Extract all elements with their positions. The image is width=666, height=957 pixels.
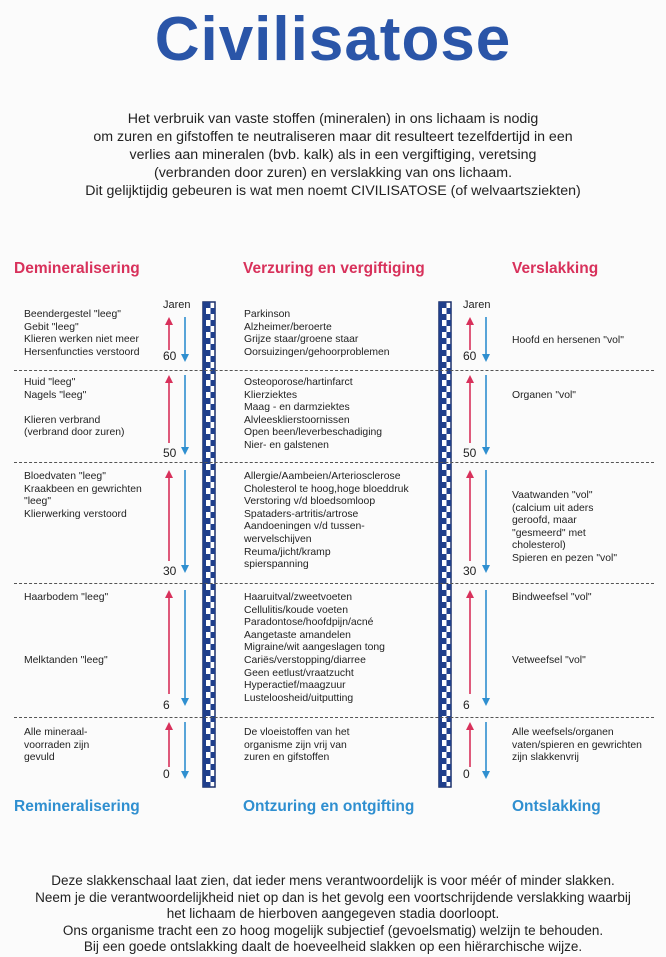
ruler-check [447, 488, 452, 494]
ruler-check [442, 626, 447, 632]
age-30-left: 30 [163, 564, 177, 578]
ruler-check [447, 416, 452, 422]
ruler-check [447, 692, 452, 698]
row-text: De vloeistoffen van het [244, 727, 350, 738]
row-separator [14, 717, 654, 718]
row-text: vaten/spieren en gewrichten [512, 739, 642, 751]
ruler-check [442, 434, 447, 440]
ruler-check [447, 560, 452, 566]
header-verzuring: Verzuring en vergiftiging [243, 260, 425, 277]
ruler-check [211, 704, 216, 710]
ruler-check [442, 410, 447, 416]
intro-line: (verbranden door zuren) en verslakking van ons lichaam. [153, 165, 513, 181]
ruler-check [211, 548, 216, 554]
arrow-head [181, 354, 189, 362]
row-text: Cholesterol te hoog,hoge bloeddruk [244, 483, 409, 495]
ruler-check [447, 752, 452, 758]
ruler-check [211, 764, 216, 770]
ruler-check [447, 740, 452, 746]
age-60-left: 60 [163, 349, 177, 363]
ruler-check [442, 518, 447, 524]
ruler-check [206, 422, 211, 428]
ruler-check [206, 542, 211, 548]
ruler-check [211, 644, 216, 650]
ruler-check [206, 434, 211, 440]
ruler-check [206, 566, 211, 572]
ruler-check [211, 368, 216, 374]
ruler-check [211, 620, 216, 626]
ruler-check [442, 722, 447, 728]
ruler-check [447, 440, 452, 446]
row2-right [512, 390, 576, 403]
row5-middle [244, 727, 350, 765]
ruler-check [211, 680, 216, 686]
ruler-check [206, 518, 211, 524]
row-text: Klieren verbrand [24, 414, 101, 426]
ruler-check [447, 368, 452, 374]
arrow-head [482, 354, 490, 362]
row-separator [14, 462, 654, 463]
row4-left [24, 592, 108, 668]
ruler-check [447, 548, 452, 554]
row-separator [14, 583, 654, 584]
row-text: Huid "leeg" [24, 377, 76, 388]
ruler-check [206, 302, 211, 308]
row2-middle [244, 377, 382, 453]
ruler-check [206, 506, 211, 512]
ruler-check [206, 470, 211, 476]
row-text: Hersenfuncties verstoord [24, 346, 140, 358]
arrow-head [165, 317, 173, 325]
ruler-check [206, 494, 211, 500]
ruler-check [211, 560, 216, 566]
row-text: wervelschijven [244, 533, 312, 545]
age-60-right: 60 [463, 349, 477, 363]
ruler-check [211, 512, 216, 518]
row2-left [24, 377, 125, 440]
row-separator [14, 370, 654, 371]
ruler-check [447, 380, 452, 386]
outro-line: het lichaam de hierboven aangegeven stadia doorloopt. [166, 906, 500, 922]
header-demineralisering: Demineralisering [14, 260, 140, 277]
arrow-head [466, 590, 474, 598]
ruler-check [447, 404, 452, 410]
ruler-check [442, 314, 447, 320]
ruler-check [442, 770, 447, 776]
row-text: Aangetaste amandelen [244, 629, 351, 641]
row-text: Paradontose/hoofdpijn/acné [244, 617, 374, 629]
ruler-check [442, 326, 447, 332]
ruler-check [211, 584, 216, 590]
ruler-check [211, 632, 216, 638]
ruler-check [447, 536, 452, 542]
ruler-check [206, 710, 211, 716]
ruler-check [206, 530, 211, 536]
ruler-check [206, 446, 211, 452]
row-text: (verbrand door zuren) [24, 427, 125, 439]
outro-text [0, 873, 666, 956]
ruler-check [206, 722, 211, 728]
row-text: gevuld [24, 752, 55, 764]
row-text [24, 617, 108, 630]
ruler-check [442, 506, 447, 512]
ruler-check [447, 332, 452, 338]
ruler-check [447, 308, 452, 314]
ruler-check [442, 458, 447, 464]
ruler-check [206, 374, 211, 380]
ruler-check [206, 758, 211, 764]
ruler-check [211, 428, 216, 434]
row-text: cholesterol) [512, 540, 566, 552]
row-text: Vetweefsel "vol" [512, 654, 586, 666]
row-text: Klierziektes [244, 389, 298, 401]
row-text: Alvleesklierstoornissen [244, 414, 350, 426]
row-text [24, 630, 108, 643]
ruler-check [442, 698, 447, 704]
ruler-check [447, 572, 452, 578]
row-text: Cariës/verstopping/diarree [244, 654, 366, 666]
row-text: Osteoporose/hartinfarct [244, 377, 353, 388]
row-text: Grijze staar/groene staar [244, 334, 359, 346]
row5-right [512, 727, 642, 765]
page-title: Civilisatose [154, 5, 512, 74]
ruler-check [211, 728, 216, 734]
ruler-check [442, 386, 447, 392]
row3-right [512, 490, 617, 566]
ruler-check [447, 764, 452, 770]
row-text: Kraakbeen en gewrichten [24, 483, 142, 495]
ruler-check [211, 416, 216, 422]
ruler-check [206, 626, 211, 632]
row-text: spierspanning [244, 559, 309, 571]
ruler-check [442, 398, 447, 404]
ruler-check [211, 740, 216, 746]
arrow-head [181, 565, 189, 573]
ruler-check [211, 524, 216, 530]
ruler-check [447, 356, 452, 362]
ruler-check [447, 428, 452, 434]
ruler-check [447, 500, 452, 506]
arrow-head [466, 317, 474, 325]
ruler-check [211, 464, 216, 470]
ruler-check [442, 638, 447, 644]
ruler-check [206, 338, 211, 344]
ruler-check [442, 674, 447, 680]
arrow-head [165, 375, 173, 383]
row-text: Gebit "leeg" [24, 321, 79, 333]
arrow-head [165, 590, 173, 598]
row-text: Nagels "leeg" [24, 389, 87, 401]
ruler-check [447, 596, 452, 602]
ruler-check [206, 614, 211, 620]
row-text [24, 642, 108, 655]
ruler-check [206, 410, 211, 416]
ruler-check [206, 734, 211, 740]
row-text: (calcium uit aders [512, 502, 594, 514]
row-text: Maag - en darmziektes [244, 402, 350, 414]
arrow-head [165, 722, 173, 730]
ruler-check [211, 392, 216, 398]
outro-line: Bij een goede ontslakking daalt de hoeveelheid slakken op een hiërarchische wijze. [83, 939, 583, 955]
ruler-check [211, 440, 216, 446]
ruler-check [442, 686, 447, 692]
row-text: Alle weefsels/organen [512, 727, 614, 738]
ruler-check [206, 314, 211, 320]
ruler-check [211, 536, 216, 542]
ruler-check [211, 344, 216, 350]
row-text [24, 402, 125, 415]
ruler-check [447, 524, 452, 530]
row-text: Oorsuizingen/gehoorproblemen [244, 346, 390, 358]
age-6-right: 6 [463, 698, 470, 712]
row-text: Hyperactief/maagzuur [244, 680, 346, 692]
ruler-check [442, 470, 447, 476]
ruler-check [211, 476, 216, 482]
header-verslakking: Verslakking [512, 260, 599, 277]
row-text: Aandoeningen v/d tussen- [244, 521, 365, 533]
ruler-check [211, 668, 216, 674]
ruler-check [211, 380, 216, 386]
outro-line: Neem je die verantwoordelijkheid niet op dan is het gevolg een voortschrijdende verslakking waarbij [35, 889, 631, 905]
row-text: Spieren en pezen "vol" [512, 552, 618, 564]
ruler-check [447, 512, 452, 518]
row1-right [512, 335, 624, 348]
ruler-check [206, 686, 211, 692]
ruler-check [211, 596, 216, 602]
intro-line: Dit gelijktijdig gebeuren is wat men noemt CIVILISATOSE (of welvaartsziekten) [85, 183, 581, 199]
row-text: Klierwerking verstoord [24, 508, 127, 520]
ruler-check [447, 584, 452, 590]
row-text: Cellulitis/koude voeten [244, 604, 348, 616]
arrow-head [482, 698, 490, 706]
ruler-check [211, 608, 216, 614]
ruler-check [206, 398, 211, 404]
ruler-check [447, 704, 452, 710]
intro-line: om zuren en gifstoffen te neutraliseren maar dit resulteert tezelfdertijd in een [93, 129, 573, 145]
ruler-check [442, 566, 447, 572]
row-text: Melktanden "leeg" [24, 654, 108, 666]
ruler-check [206, 662, 211, 668]
age-50-left: 50 [163, 446, 177, 460]
ruler-check [447, 680, 452, 686]
ruler-check [442, 482, 447, 488]
age-0-right: 0 [463, 767, 470, 781]
row4-right [512, 592, 592, 668]
row-text: Vaatwanden "vol" [512, 490, 593, 501]
footer-remineralisering: Remineralisering [14, 798, 140, 815]
ruler-check [211, 656, 216, 662]
ruler-check [442, 650, 447, 656]
arrow-head [181, 698, 189, 706]
ruler-check [442, 602, 447, 608]
ruler-check [206, 554, 211, 560]
ruler-check [206, 326, 211, 332]
row-text: Migraine/wit aangeslagen tong [244, 642, 385, 654]
ruler-check [206, 350, 211, 356]
ruler-check [442, 530, 447, 536]
ruler-check [442, 338, 447, 344]
row-text: Klieren werken niet meer [24, 334, 139, 346]
ruler-check [442, 362, 447, 368]
ruler-check [211, 404, 216, 410]
ruler-check [442, 422, 447, 428]
ruler-check [211, 776, 216, 782]
row-text: zuren en gifstoffen [244, 752, 330, 764]
ruler-check [206, 602, 211, 608]
row-text: Spataders-artritis/artrose [244, 508, 359, 520]
ruler-check [206, 482, 211, 488]
ruler-check [206, 590, 211, 596]
ruler-edge [439, 302, 442, 787]
row-text [512, 617, 592, 630]
ruler-check [211, 332, 216, 338]
ruler-check [442, 734, 447, 740]
arrow-head [482, 447, 490, 455]
row-text: Haarbodem "leeg" [24, 592, 109, 603]
ruler-check [447, 776, 452, 782]
ruler-check [206, 674, 211, 680]
ruler-check [442, 542, 447, 548]
ruler-check [447, 476, 452, 482]
row3-left [24, 471, 142, 521]
ruler-check [447, 668, 452, 674]
ruler-check [211, 500, 216, 506]
row-text: Reuma/jicht/kramp [244, 546, 331, 558]
age-6-left: 6 [163, 698, 170, 712]
row-text: voorraden zijn [24, 739, 90, 751]
row-text: Alzheimer/beroerte [244, 321, 332, 333]
outro-line: Ons organisme tracht een zo hoog mogelijk subjectief (gevoelsmatig) welzijn te behouden. [62, 922, 604, 938]
row-text: Geen eetlust/vraatzucht [244, 667, 354, 679]
ruler-check [211, 356, 216, 362]
row1-middle [244, 309, 390, 359]
intro-line: Het verbruik van vaste stoffen (mineralen) in ons lichaam is nodig [127, 111, 539, 127]
ruler-check [442, 614, 447, 620]
ruler-check [206, 458, 211, 464]
ruler-check [442, 350, 447, 356]
age-0-left: 0 [163, 767, 170, 781]
ruler-check [211, 320, 216, 326]
row-text: Organen "vol" [512, 390, 576, 401]
ruler-check [206, 650, 211, 656]
row-text: Parkinson [244, 309, 291, 320]
ruler-check [211, 488, 216, 494]
ruler-check [442, 554, 447, 560]
row-text: Alle mineraal- [24, 727, 88, 738]
ruler-check [442, 662, 447, 668]
row4-middle [244, 592, 385, 705]
row-text: Haaruitval/zweetvoeten [244, 592, 353, 603]
ruler-check [206, 386, 211, 392]
ruler-check [206, 770, 211, 776]
row-text [512, 630, 592, 643]
row5-left [24, 727, 89, 765]
row-text: organisme zijn vrij van [244, 739, 347, 751]
ruler-check [442, 494, 447, 500]
row-text: Lusteloosheid/uitputting [244, 692, 354, 704]
ruler-check [442, 710, 447, 716]
row-text: Nier- en galstenen [244, 439, 329, 451]
arrow-head [466, 375, 474, 383]
row-text: Beendergestel "leeg" [24, 309, 121, 320]
row-text: Allergie/Aambeien/Arteriosclerose [244, 471, 401, 482]
ruler-check [447, 608, 452, 614]
arrow-head [482, 771, 490, 779]
age-30-right: 30 [463, 564, 477, 578]
ruler-check [211, 692, 216, 698]
ruler-check [447, 452, 452, 458]
arrow-head [466, 722, 474, 730]
age-50-right: 50 [463, 446, 477, 460]
years-label-right: Jaren [463, 299, 491, 311]
ruler-check [447, 656, 452, 662]
ruler-check [447, 344, 452, 350]
ruler-check [447, 464, 452, 470]
ruler-check [442, 446, 447, 452]
ruler-check [442, 374, 447, 380]
arrow-head [181, 771, 189, 779]
ruler-check [447, 632, 452, 638]
row-text: Verstoring v/d bloedsomloop [244, 496, 376, 508]
arrow-head [466, 470, 474, 478]
ruler-check [442, 758, 447, 764]
ruler-check [442, 746, 447, 752]
ruler-check [206, 782, 211, 787]
outro-line: Deze slakkenschaal laat zien, dat ieder mens verantwoordelijk is voor méér of minder slakken. [51, 873, 615, 888]
intro-line: verlies aan mineralen (bvb. kalk) als in een vergiftiging, veretsing [129, 147, 537, 163]
ruler-check [447, 728, 452, 734]
row3-middle [244, 471, 409, 572]
row-text: Bindweefsel "vol" [512, 592, 592, 603]
ruler-check [447, 320, 452, 326]
row-text: zijn slakkenvrij [512, 752, 579, 764]
arrow-head [181, 447, 189, 455]
row-text: Hoofd en hersenen "vol" [512, 335, 624, 346]
ruler-check [211, 452, 216, 458]
ruler-edge [203, 302, 206, 787]
ruler-check [447, 644, 452, 650]
ruler-check [442, 782, 447, 787]
ruler-check [211, 308, 216, 314]
footer-ontzuring: Ontzuring en ontgifting [243, 798, 415, 815]
years-label-left: Jaren [163, 299, 191, 311]
row-text [512, 642, 592, 655]
ruler-check [211, 572, 216, 578]
row-text: geroofd, maar [512, 515, 577, 527]
row1-left [24, 309, 140, 359]
row-text: Open been/leverbeschadiging [244, 427, 383, 439]
arrow-head [482, 565, 490, 573]
row-text: Bloedvaten "leeg" [24, 471, 106, 482]
footer-ontslakking: Ontslakking [512, 798, 601, 815]
arrow-head [165, 470, 173, 478]
ruler-check [206, 698, 211, 704]
ruler-check [447, 392, 452, 398]
ruler-check [447, 620, 452, 626]
ruler-check [206, 362, 211, 368]
ruler-check [442, 302, 447, 308]
row-text [24, 605, 108, 618]
ruler-check [211, 752, 216, 758]
row-text: "gesmeerd" met [512, 527, 586, 539]
ruler-check [442, 590, 447, 596]
row-text [512, 605, 592, 618]
ruler-check [206, 746, 211, 752]
row-text: "leeg" [24, 496, 52, 508]
ruler-check [206, 638, 211, 644]
